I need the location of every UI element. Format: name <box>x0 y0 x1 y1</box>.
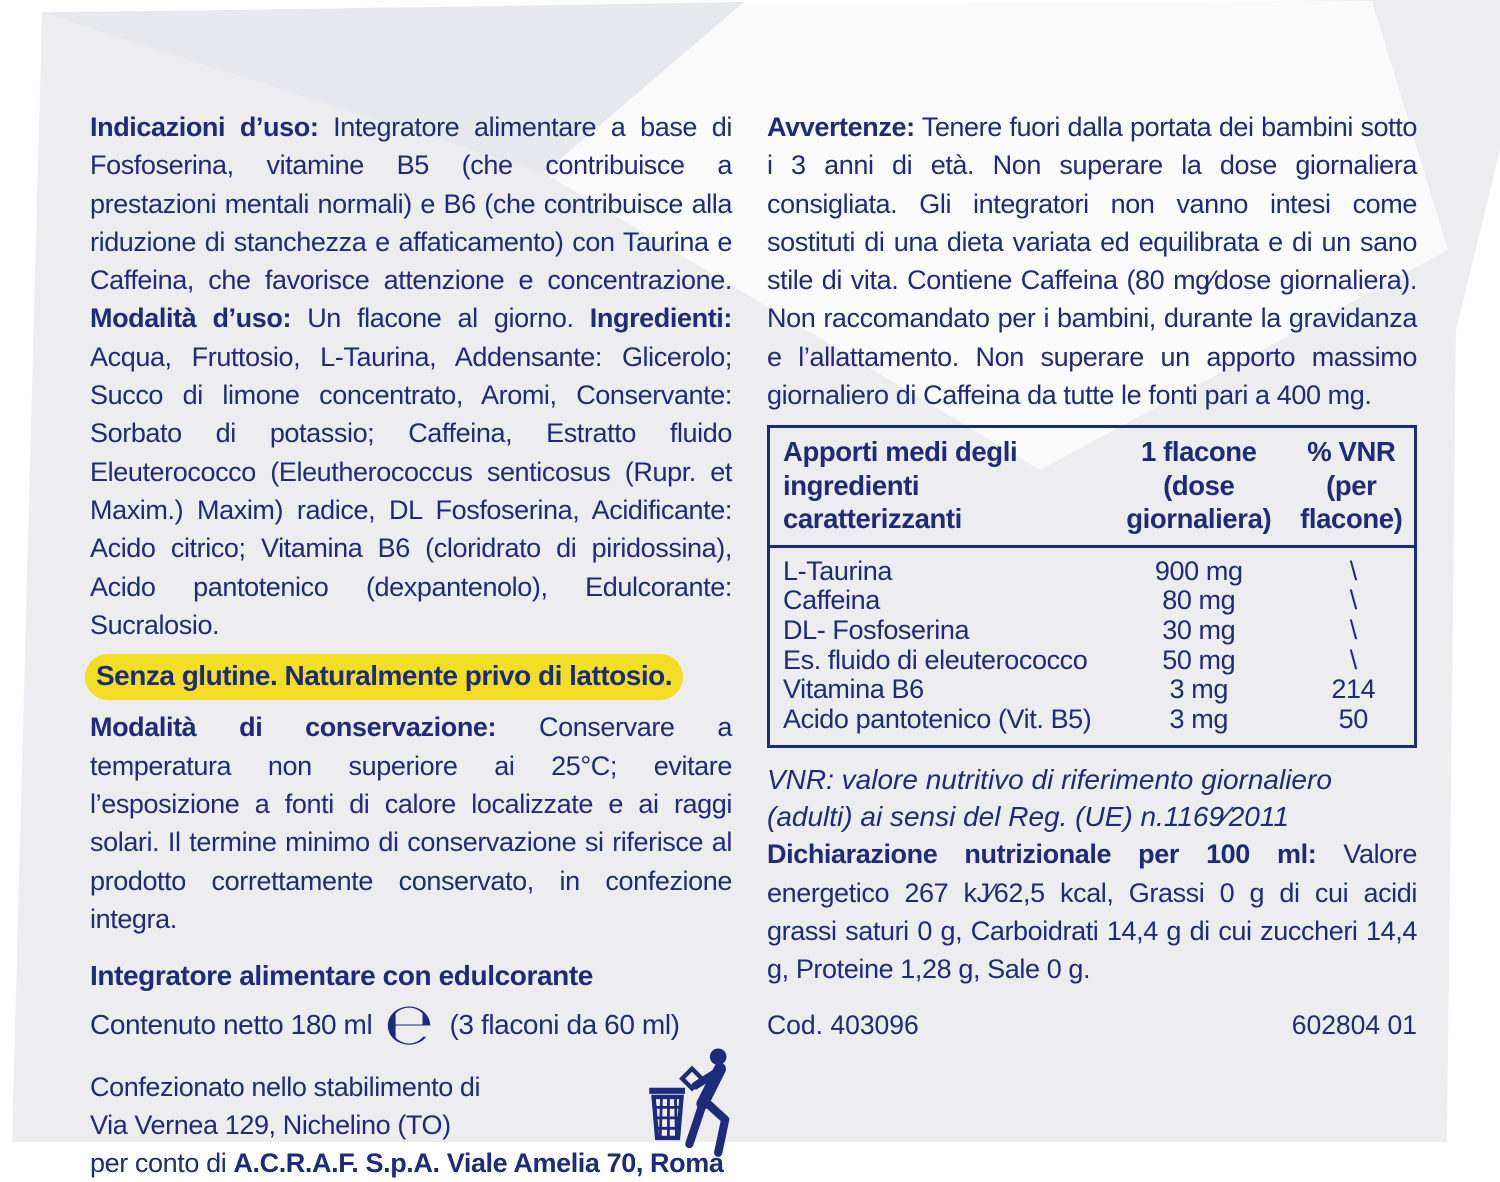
indicazioni-duso-label: Indicazioni d’uso: <box>90 112 319 142</box>
ingredient-name: Caffeina <box>783 585 880 616</box>
avvertenze-text: Tenere fuori dalla portata dei bambini sotto i 3 anni di età. Non superare la dose giornaliera consigliata. Gli integratori non vanno intesi come sostituti di una dieta variata ed equilibrata e di un sano stile di vita. Contiene Caffeina (80 mg⁄dose giornaliera). Non raccomandato per i bambini, durante la gravidanza e l’allattamento. Non superare un apporto massimo giornaliero di Caffeina da tutte le fonti pari a 400 mg. <box>767 112 1417 411</box>
nutrition-declaration-paragraph <box>767 835 1417 988</box>
ingredient-name: Vitamina B6 <box>783 674 924 705</box>
conservazione-label: Modalità di conservazione: <box>90 712 497 743</box>
dichiarazione-text: Valore energetico 267 kJ⁄62,5 kcal, Grassi 0 g di cui acidi grassi saturi 0 g, Carboidrati 14,4 g di cui zuccheri 14,4 g, Proteine 1,28 g, Sale 0 g. <box>767 839 1417 985</box>
ingredient-name: Acido pantotenico (Vit. B5) <box>783 703 1092 734</box>
tidy-man-disposal-icon <box>644 1042 740 1164</box>
avvertenze-label: Avvertenze: <box>767 112 915 142</box>
ingredient-dose: 30 mg <box>1162 615 1236 646</box>
conservazione-text: Conservare a temperatura non superiore ai 25°C; evitare l’esposizione a fonti di calore localizzate e ai raggi solari. Il termine minimo di conservazione si riferisce al prodotto correttamente conservato, in confezione integra. <box>90 712 732 934</box>
address-line-1: Confezionato nello stabilimento di <box>90 1071 481 1102</box>
manufacturer-address-block <box>90 1068 732 1182</box>
table-row <box>769 546 1416 586</box>
modalita-duso-text: Un flacone al giorno. <box>291 303 590 334</box>
net-content-line <box>90 989 732 1058</box>
table-row <box>769 616 1416 646</box>
ingredienti-text: Acqua, Fruttosio, L-Taurina, Addensante: Glicerolo; Succo di limone concentrato, Aromi, Conservante: Sorbato di potassio; Caffeina, Estratto fluido Eleuterococco (Eleutherococcus senticosus (Rupr. et Maxim.) Maxim) radice, DL Fosfoserina, Acidificante: Acido citrico; Vitamina B6 (cloridrato di piridossina), Acido pantotenico (dexpantenolo), Edulcorante: Sucralosio. <box>90 341 732 640</box>
product-code-left: Cod. 403096 <box>767 1009 919 1040</box>
usage-paragraph <box>90 108 732 644</box>
gluten-free-banner: Senza glutine. Naturalmente privo di lattosio. <box>85 654 683 700</box>
net-content-suffix: (3 flaconi da 60 ml) <box>449 1009 680 1041</box>
vnr-reference-note: VNR: valore nutritivo di riferimento giornaliero (adulti) ai sensi del Reg. (UE) n.1169⁄2011 <box>767 764 1332 833</box>
estimated-sign-icon: ℮ <box>384 989 434 1058</box>
ingredient-dose: 50 mg <box>1162 644 1236 675</box>
warnings-paragraph <box>767 108 1417 414</box>
net-content-prefix: Contenuto netto 180 ml <box>90 1009 373 1041</box>
address-line-3 <box>90 1144 732 1182</box>
modalita-duso-label: Modalità d’uso: <box>90 303 292 334</box>
ingredient-vnr: \ <box>1349 555 1357 586</box>
ingredient-dose: 900 mg <box>1154 555 1243 586</box>
table-row <box>769 586 1416 616</box>
left-column <box>90 108 732 1182</box>
product-type-line: Integratore alimentare con edulcorante <box>90 960 593 992</box>
ingredient-vnr: 214 <box>1331 674 1376 705</box>
address-line-3-prefix: per conto di <box>90 1148 234 1179</box>
ingredient-vnr: \ <box>1349 585 1357 616</box>
indicazioni-duso-text: Integratore alimentare a base di Fosfoserina, vitamine B5 (che contribuisce a prestazioni mentali normali) e B6 (che contribuisce alla riduzione di stanchezza e affaticamento) con Taurina e Caffeina, che favorisce attenzione e concentrazione. <box>90 112 732 296</box>
right-column <box>767 108 1417 1044</box>
ingredient-name: Es. fluido di eleuterococco <box>783 644 1088 675</box>
table-header-vnr: % VNR (per flacone) <box>1293 427 1416 547</box>
address-line-2: Via Vernea 129, Nichelino (TO) <box>90 1109 451 1140</box>
product-codes-row <box>767 1006 1417 1044</box>
ingredient-dose: 80 mg <box>1162 585 1236 616</box>
ingredient-dose: 3 mg <box>1169 703 1228 734</box>
address-line-3-company: A.C.R.A.F. S.p.A. Viale Amelia 70, Roma <box>233 1148 724 1179</box>
ingredient-name: L-Taurina <box>783 555 892 586</box>
ingredient-vnr: 50 <box>1338 703 1368 734</box>
ingredient-name: DL- Fosfoserina <box>783 615 970 646</box>
ingredienti-label: Ingredienti: <box>589 303 732 334</box>
nutrient-table-header-row <box>769 427 1416 547</box>
table-header-dose: 1 flacone (dose giornaliera) <box>1105 427 1293 547</box>
ingredient-vnr: \ <box>1349 615 1357 646</box>
ingredient-dose: 3 mg <box>1169 674 1228 705</box>
table-row <box>769 705 1416 747</box>
table-row <box>769 646 1416 676</box>
nutrient-table <box>767 425 1417 748</box>
storage-paragraph <box>90 708 732 938</box>
table-row <box>769 675 1416 705</box>
product-code-right: 602804 01 <box>1291 1009 1417 1040</box>
dichiarazione-label: Dichiarazione nutrizionale per 100 ml: <box>767 839 1317 870</box>
ingredient-vnr: \ <box>1349 644 1357 675</box>
table-header-ingredients: Apporti medi degli ingredienti caratterizzanti <box>769 427 1105 547</box>
